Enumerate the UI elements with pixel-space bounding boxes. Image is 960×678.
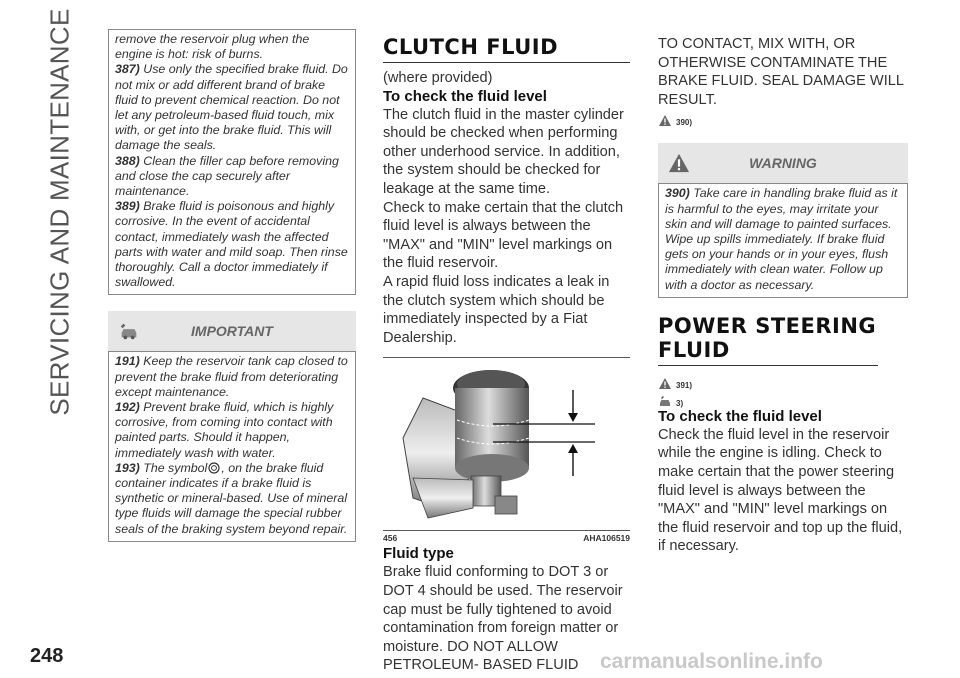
warning-header: WARNING: [658, 143, 908, 183]
important-box: [108, 351, 356, 541]
clutch-reservoir-illustration: [383, 358, 630, 530]
car-wrench-icon: [118, 320, 140, 342]
warning-triangle-icon: [658, 114, 672, 127]
important-para-193: 193) The symbol , on the brake fluid container indicates if a brake fluid is synthetic or mineral-based. Use of mineral type fluids will damage the special rubber seals of the braking system beyond repair.: [115, 460, 348, 536]
warning-para-388: 388) Clean the filler cap before removing and close the cap securely after maintenance.: [115, 153, 339, 199]
fluid-loss-paragraph: A rapid fluid loss indicates a leak in the clutch system which should be immediately inspected by a Fiat Dealership.: [383, 273, 610, 346]
warning-para-389: 389) Brake fluid is poisonous and highly corrosive. In the event of accidental contact, immediately wash the affected parts with water and mild soap. Then rinse thoroughly. Call a doctor immediately if swallowed.: [115, 199, 348, 290]
important-para-192: 192) Prevent brake fluid, which is highly corrosive, from coming into contact with painted parts. Should it happen, immediately wash with water.: [115, 400, 334, 460]
column-2: [383, 35, 630, 675]
warning-para-387: 387) Use only the specified brake fluid. Do not mix or add different brand of brake fluid to prevent chemical reaction. Do not let any petroleum-based fluid touch, mix with, or get into the brake fluid. This will damage the seals.: [115, 62, 348, 153]
watermark: carmanualsonline.info: [600, 650, 823, 673]
clutch-reservoir-figure: [383, 357, 630, 531]
page-number: 248: [30, 645, 64, 667]
figure-number: 456: [383, 533, 398, 544]
fluid-type-heading: Fluid type: [383, 545, 454, 563]
car-wrench-icon: [658, 395, 672, 408]
power-steering-title: POWER STEERING FLUID: [658, 314, 878, 366]
figure-code: AHA106519: [583, 533, 630, 544]
clutch-fluid-subtitle: (where provided): [383, 70, 493, 86]
section-side-title: SERVICING AND MAINTENANCE: [44, 8, 75, 416]
clutch-fluid-title: CLUTCH FLUID: [383, 35, 630, 63]
ps-check-paragraph: Check the fluid level in the reservoir while the engine is idling. Check to make certain that the power steering fluid level is always between the "MAX" and "MIN" level markings on the fluid reservoir and top up the fluid, if necessary.: [658, 426, 903, 555]
ps-check-heading: To check the fluid level: [658, 407, 822, 425]
column-1: [108, 32, 356, 542]
ref-3: 3): [658, 390, 908, 408]
column-3: [658, 35, 908, 556]
fluid-type-paragraph: Brake fluid conforming to DOT 3 or DOT 4 should be used. The reservoir cap must be fully tightened to avoid contamination from foreign matter or moisture. DO NOT ALLOW PETROLEUM- BASED FLUID: [383, 564, 623, 674]
brake-fluid-symbol-icon: [208, 462, 220, 474]
warning-triangle-icon: [658, 377, 672, 390]
ref-390: 390): [658, 109, 908, 127]
warning-box-continued: [108, 29, 356, 295]
warning-box-390: [658, 183, 908, 297]
check-level-paragraph: The clutch fluid in the master cylinder should be checked when performing other underhood service. In addition, the system should be checked for leakage at the same time.: [383, 106, 624, 197]
min-max-paragraph: Check to make certain that the clutch fluid level is always between the "MAX" and "MIN" level markings on the fluid reservoir.: [383, 199, 624, 272]
figure-caption: [383, 531, 630, 543]
ref-391: 391): [658, 372, 908, 390]
warning-para-390: 390) Take care in handling brake fluid as it is harmful to the eyes, may irritate your skin and will damage to painted surfaces. Wipe up spills immediately. If brake fluid gets on your hands or in your eyes, flush immediately with clean water. Follow up with a doctor as necessary.: [665, 186, 898, 292]
warning-para: remove the reservoir plug when the engine is hot: risk of burns.: [115, 32, 310, 62]
warning-triangle-icon: [668, 152, 690, 174]
contamination-paragraph: TO CONTACT, MIX WITH, OR OTHERWISE CONTAMINATE THE BRAKE FLUID. SEAL DAMAGE WILL RESULT.: [658, 36, 904, 108]
important-para-191: 191) Keep the reservoir tank cap closed to prevent the brake fluid from deteriorating except maintenance.: [115, 354, 348, 399]
check-level-heading: To check the fluid level: [383, 87, 547, 105]
important-header: IMPORTANT: [108, 311, 356, 351]
